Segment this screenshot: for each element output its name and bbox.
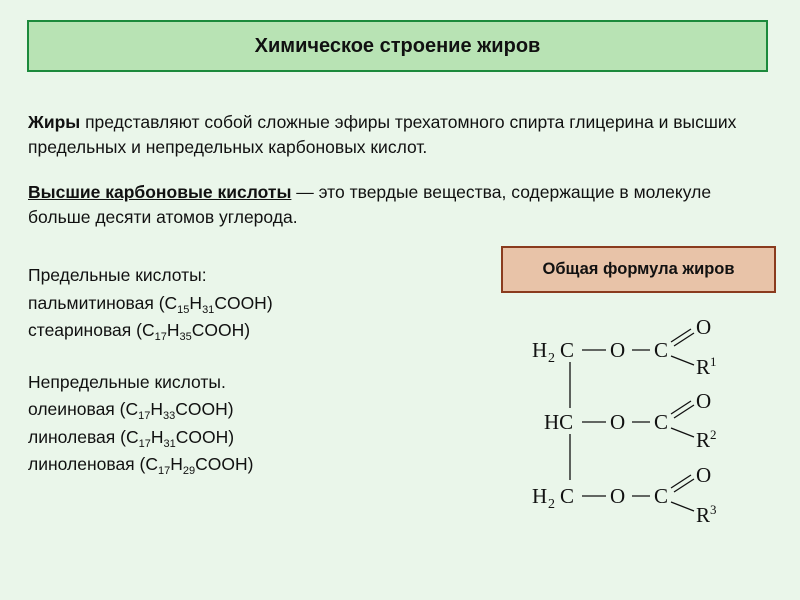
term-acids: Высшие карбоновые кислоты [28,182,292,202]
general-formula-box [501,246,776,293]
h2-atom: H [532,484,548,508]
carbon-atom: C [560,484,575,508]
radical-r: R [696,503,711,527]
carbon-atom: C [654,410,669,434]
title-box [27,20,768,72]
hc-group: HC [544,410,574,434]
acid-item: олеиновая $(C_{17}H_{33}COOH)$ [28,399,234,422]
term-fats: Жиры [28,112,81,132]
carbonyl-oxygen: O [696,463,712,487]
paragraph-acids [28,180,768,230]
radical-index: 1 [710,354,717,369]
oxygen-atom: O [610,338,626,362]
acid-item: стеариновая $(C_{17}H_{35}COOH)$ [28,320,251,343]
paragraph-fats [28,110,768,160]
unsaturated-heading: Непредельные кислоты. [28,371,226,392]
page-title: Химическое строение жиров [254,34,541,57]
carbon-atom: C [560,338,575,362]
acid-item: пальмитиновая $(C_{15}H_{31}COOH)$ [28,292,273,316]
h2-subscript: 2 [548,351,555,366]
oxygen-atom: O [610,410,626,434]
h2-subscript: 2 [548,497,555,512]
saturated-heading: Предельные кислоты: [28,265,207,285]
oxygen-atom: O [610,484,626,508]
acids-list [28,262,273,479]
paragraph-fats-text: представляют собой сложные эфиры трехатомного спирта глицерина и высших предельных и непредельных карбоновых кислот. [28,112,737,157]
paragraph-acids-text: — это твердые вещества, содержащие в молекуле больше десяти атомов углерода. [28,182,712,227]
carbon-atom: C [654,484,669,508]
h2-atom: H [532,338,548,362]
carbonyl-oxygen: O [696,315,712,339]
triglyceride-structure [510,300,770,540]
radical-r: R [696,355,711,379]
acid-item: линолевая $(C_{17}H_{31}COOH)$ [28,426,235,450]
general-formula-label: Общая формула жиров [542,260,735,278]
carbonyl-oxygen: O [696,389,712,413]
radical-index: 3 [710,502,717,517]
acid-item: линоленовая $(C_{17}H_{29}COOH)$ [28,454,254,477]
carbon-atom: C [654,338,669,362]
radical-index: 2 [710,427,717,442]
radical-r: R [696,428,711,452]
